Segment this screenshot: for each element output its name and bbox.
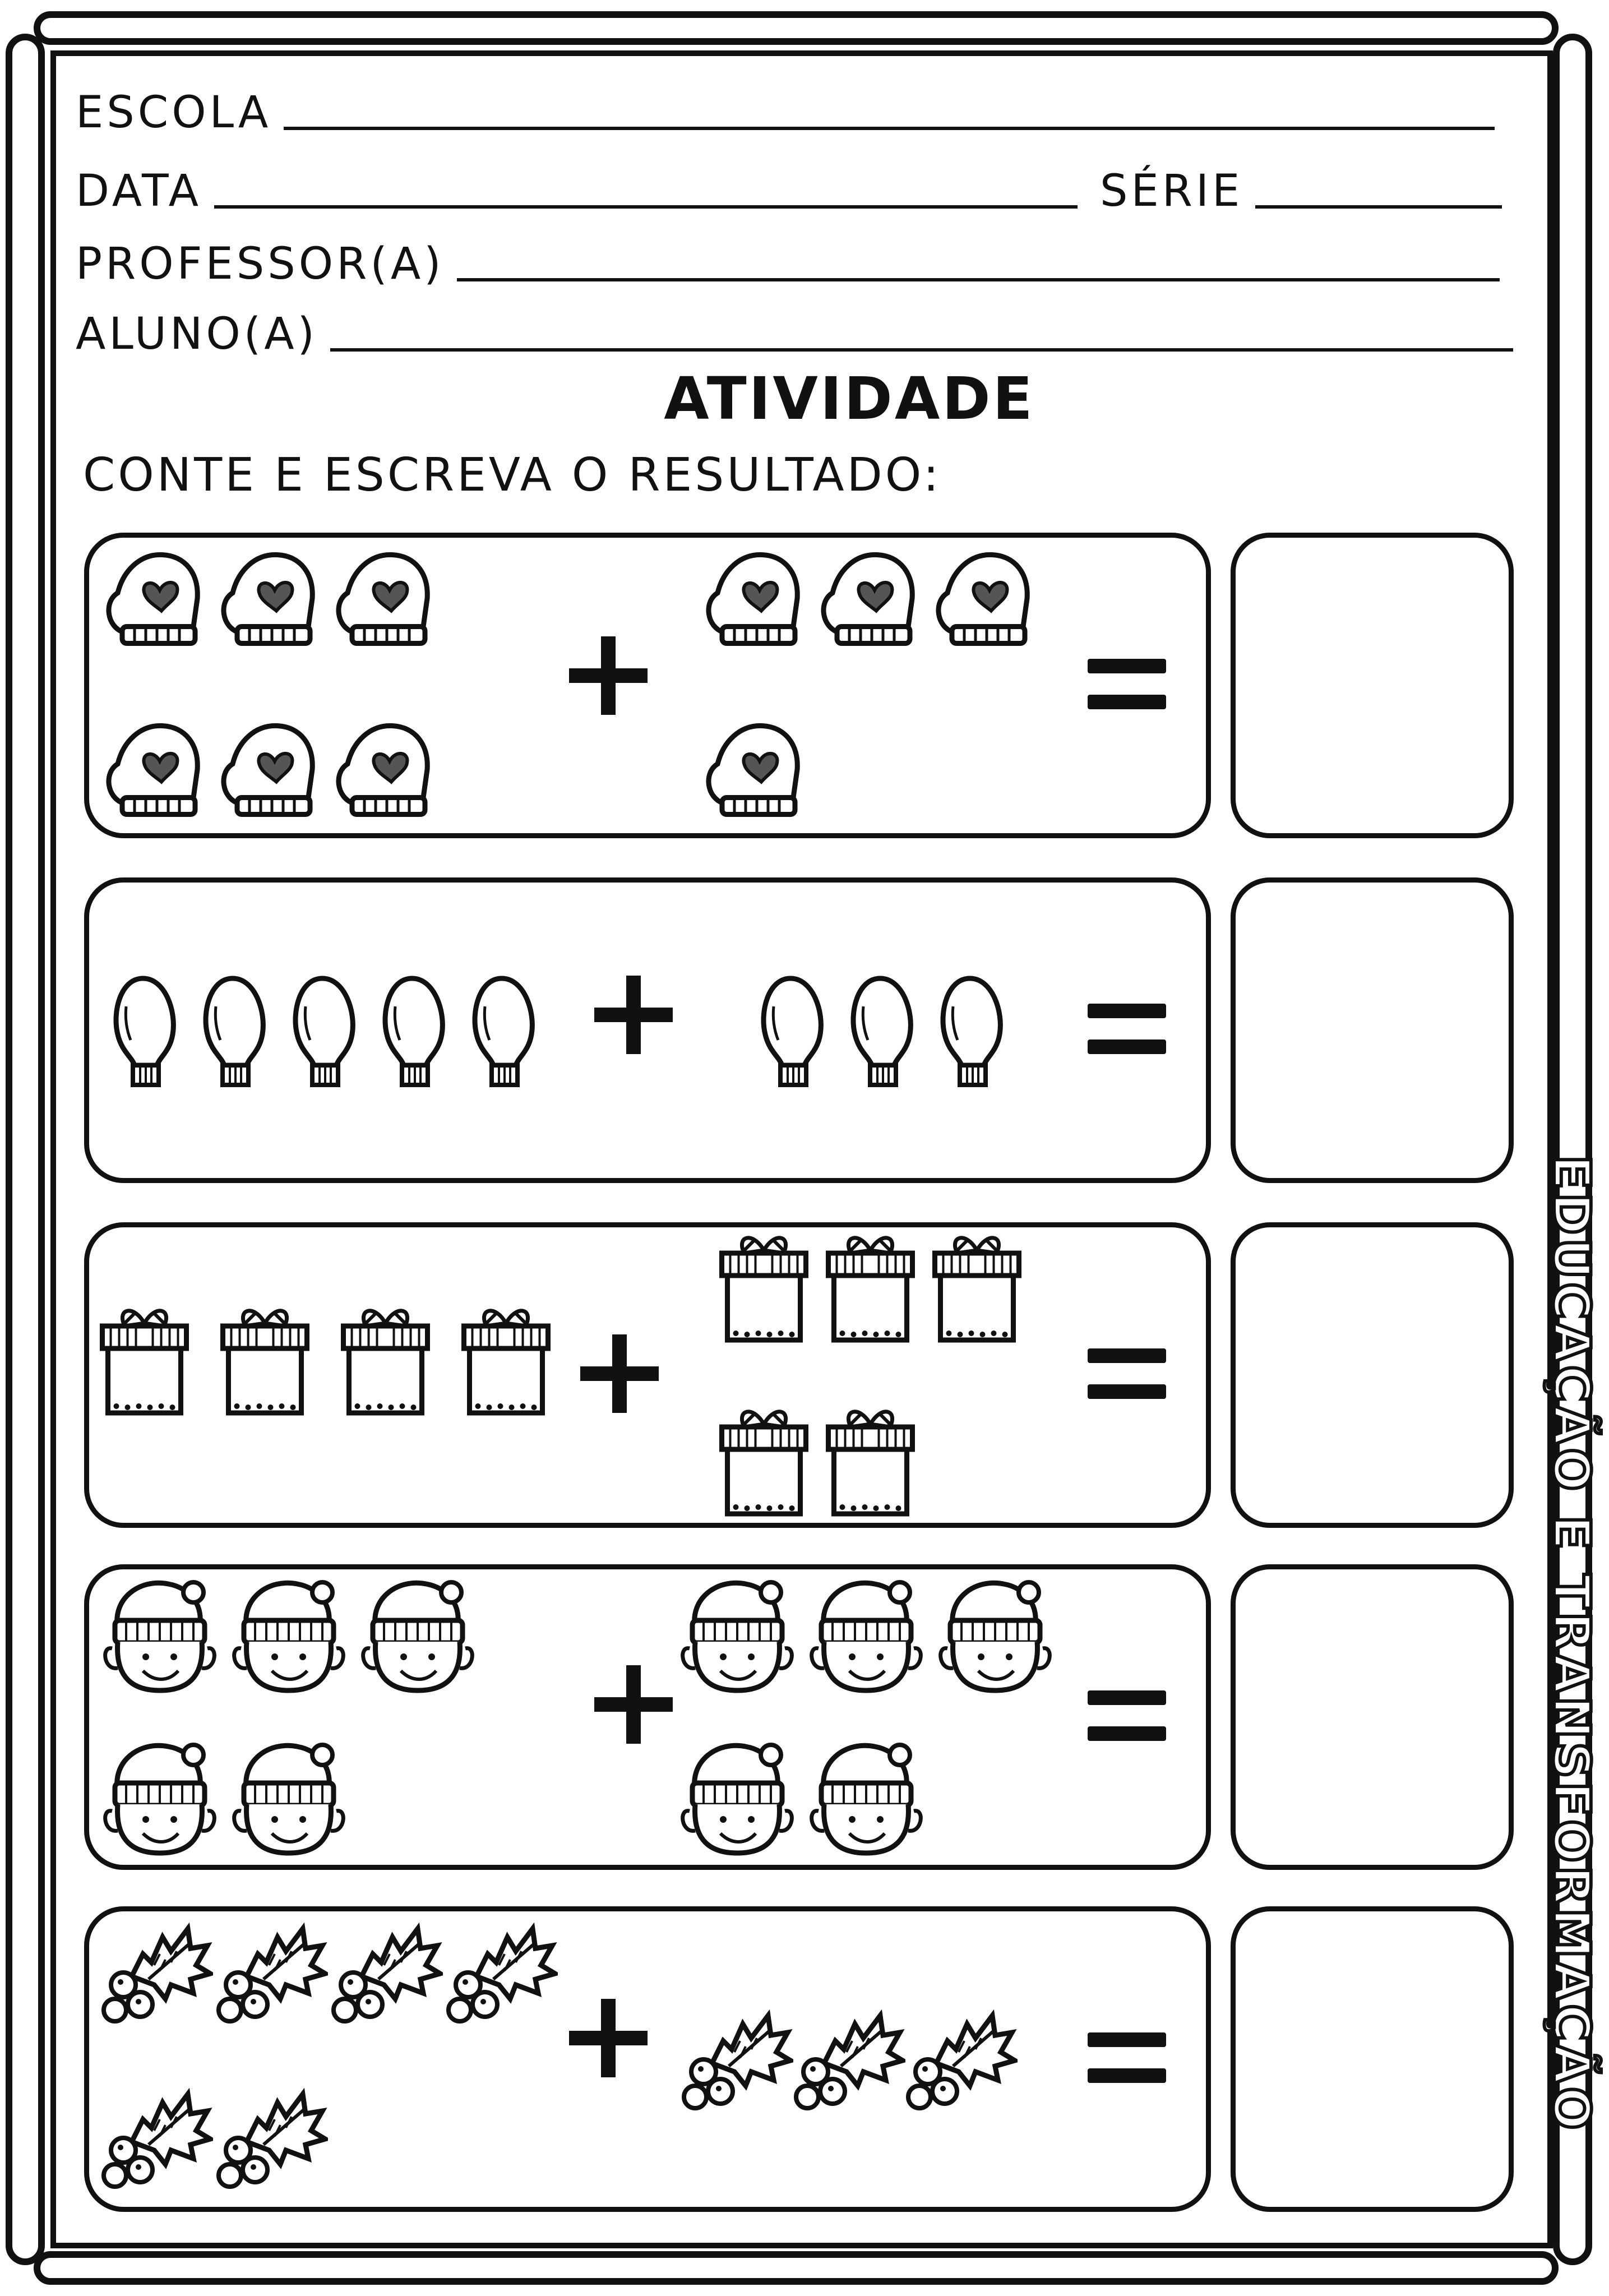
mitten-icon (816, 547, 917, 650)
elf-face-icon (230, 1738, 350, 1859)
plus-sign (577, 1332, 662, 1416)
holly-icon (678, 2007, 793, 2111)
gift-box-icon (718, 1402, 810, 1517)
gift-box-icon (460, 1301, 552, 1416)
grade-field[interactable] (1255, 205, 1502, 209)
mitten-icon (216, 547, 317, 650)
answer-box-2[interactable] (1231, 877, 1514, 1183)
equals-sign (1088, 653, 1166, 715)
equals-sign (1088, 2027, 1166, 2089)
answer-box-1[interactable] (1231, 533, 1514, 838)
date-label: DATA (76, 166, 202, 216)
light-bulb-icon (936, 973, 1009, 1088)
brand-watermark: EDUCAÇÃO E TRANSFORMAÇÃO (1542, 1155, 1601, 2133)
holly-icon (903, 2007, 1018, 2111)
gift-box-icon (824, 1402, 917, 1517)
mitten-icon (331, 547, 432, 650)
plus-sign (566, 634, 650, 718)
plus-sign (566, 1996, 650, 2080)
holly-icon (443, 1920, 558, 2024)
elf-face-icon (230, 1576, 350, 1696)
holly-icon (213, 1920, 328, 2024)
instruction-text: CONTE E ESCREVA O RESULTADO: (83, 449, 942, 502)
light-bulb-icon (468, 973, 541, 1088)
gift-box-icon (931, 1228, 1023, 1343)
teacher-field[interactable] (457, 278, 1500, 281)
elf-face-icon (807, 1738, 928, 1859)
date-row (76, 163, 1502, 216)
gift-box-icon (98, 1301, 191, 1416)
date-field[interactable] (214, 205, 1078, 209)
light-bulb-icon (378, 973, 451, 1088)
mitten-icon (101, 547, 202, 650)
elf-face-icon (101, 1576, 221, 1696)
mitten-icon (331, 718, 432, 821)
school-field[interactable] (284, 127, 1495, 130)
light-bulb-icon (757, 973, 830, 1088)
plus-sign (591, 1662, 676, 1747)
elf-face-icon (359, 1576, 479, 1696)
grade-label: SÉRIE (1099, 166, 1243, 216)
equals-sign (1088, 998, 1166, 1060)
elf-face-icon (936, 1576, 1057, 1696)
gift-box-icon (824, 1228, 917, 1343)
holly-icon (98, 1920, 213, 2024)
equals-sign (1088, 1685, 1166, 1747)
school-label: ESCOLA (76, 87, 272, 138)
mitten-icon (931, 547, 1032, 650)
gift-box-icon (219, 1301, 311, 1416)
light-bulb-icon (847, 973, 919, 1088)
holly-icon (98, 2086, 213, 2189)
gift-box-icon (339, 1301, 432, 1416)
teacher-row (76, 235, 1500, 289)
elf-face-icon (101, 1738, 221, 1859)
elf-face-icon (807, 1576, 928, 1696)
holly-icon (790, 2007, 905, 2111)
light-bulb-icon (289, 973, 362, 1088)
scroll-top-roll (34, 11, 1559, 45)
answer-box-5[interactable] (1231, 1906, 1514, 2212)
answer-box-3[interactable] (1231, 1222, 1514, 1528)
student-field[interactable] (330, 348, 1513, 352)
answer-box-4[interactable] (1231, 1564, 1514, 1870)
light-bulb-icon (199, 973, 272, 1088)
holly-icon (213, 2086, 328, 2189)
mitten-icon (701, 547, 802, 650)
school-row (76, 84, 1495, 138)
holly-icon (328, 1920, 443, 2024)
mitten-icon (101, 718, 202, 821)
elf-face-icon (678, 1738, 799, 1859)
elf-face-icon (678, 1576, 799, 1696)
student-label: ALUNO(A) (76, 309, 318, 359)
plus-sign (591, 973, 676, 1057)
equals-sign (1088, 1343, 1166, 1405)
gift-box-icon (718, 1228, 810, 1343)
teacher-label: PROFESSOR(A) (76, 239, 445, 289)
mitten-icon (701, 718, 802, 821)
mitten-icon (216, 718, 317, 821)
scroll-bottom-roll (34, 2251, 1559, 2285)
light-bulb-icon (109, 973, 182, 1088)
page-title: ATIVIDADE (664, 364, 1035, 433)
student-row (76, 306, 1513, 359)
